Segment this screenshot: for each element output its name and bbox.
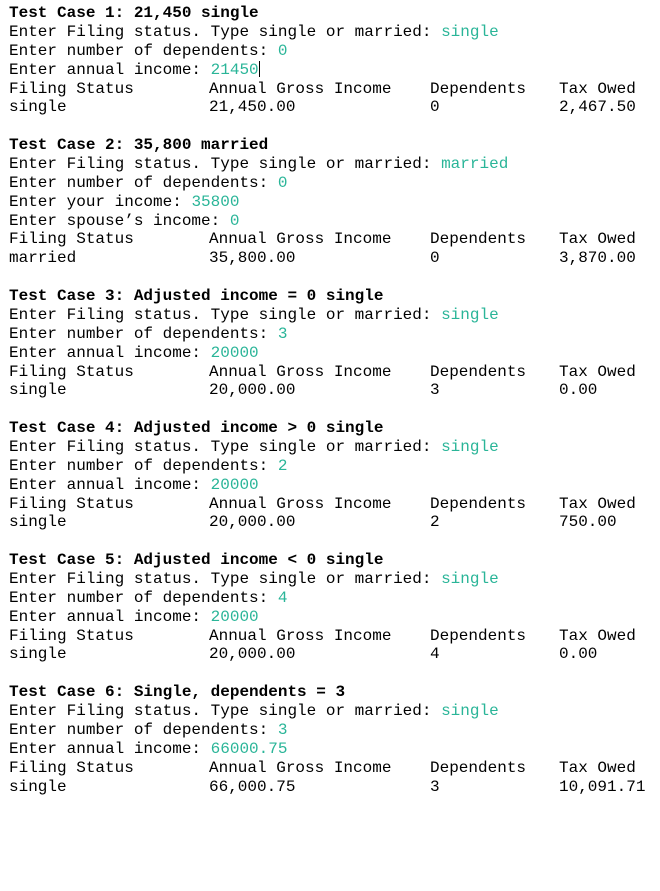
input-value: single xyxy=(441,437,499,456)
header-filing-status: Filing Status xyxy=(9,494,134,513)
result-filing-status: married xyxy=(9,249,77,268)
header-filing-status: Filing Status xyxy=(9,362,134,381)
prompt-label: Enter Filing status. Type single or married: xyxy=(9,22,442,41)
input-value: 0 xyxy=(277,173,288,192)
input-value: 20000 xyxy=(210,343,259,362)
prompt-dependents xyxy=(9,42,654,61)
result-filing-status: single xyxy=(9,777,67,796)
prompt-label: Enter number of dependents: xyxy=(9,456,278,475)
test-case-5 xyxy=(9,551,654,664)
result-dependents: 3 xyxy=(430,381,440,400)
result-gross-income: 35,800.00 xyxy=(209,249,296,268)
prompt-dependents xyxy=(9,721,654,740)
header-tax-owed: Tax Owed xyxy=(559,758,636,777)
test-case-4 xyxy=(9,419,654,532)
prompt-dependents xyxy=(9,325,654,344)
results-header xyxy=(9,363,654,382)
header-gross-income: Annual Gross Income xyxy=(209,362,392,381)
header-dependents: Dependents xyxy=(430,79,527,98)
result-tax-owed: 750.00 xyxy=(559,513,617,532)
prompt-income xyxy=(9,344,654,363)
header-filing-status: Filing Status xyxy=(9,230,134,249)
result-tax-owed: 0.00 xyxy=(559,381,598,400)
result-tax-owed: 2,467.50 xyxy=(559,98,636,117)
results-row xyxy=(9,381,654,400)
header-tax-owed: Tax Owed xyxy=(559,494,636,513)
result-filing-status: single xyxy=(9,98,67,117)
results-row xyxy=(9,645,654,664)
header-gross-income: Annual Gross Income xyxy=(209,758,392,777)
results-row xyxy=(9,513,654,532)
prompt-label: Enter number of dependents: xyxy=(9,720,278,739)
result-gross-income: 21,450.00 xyxy=(209,98,296,117)
input-value: single xyxy=(441,22,499,41)
result-filing-status: single xyxy=(9,513,67,532)
input-value: 21450 xyxy=(210,60,259,79)
prompt-income xyxy=(9,608,654,627)
result-gross-income: 20,000.00 xyxy=(209,381,296,400)
prompt-filing-status xyxy=(9,306,654,325)
input-value: 0 xyxy=(229,211,240,230)
test-case-title: Test Case 5: Adjusted income < 0 single xyxy=(9,551,384,570)
input-value: single xyxy=(441,305,499,324)
header-filing-status: Filing Status xyxy=(9,79,134,98)
results-header xyxy=(9,759,654,778)
prompt-label: Enter number of dependents: xyxy=(9,588,278,607)
header-filing-status: Filing Status xyxy=(9,626,134,645)
console-output xyxy=(9,4,654,815)
prompt-label: Enter number of dependents: xyxy=(9,41,278,60)
result-gross-income: 20,000.00 xyxy=(209,645,296,664)
test-case-title: Test Case 4: Adjusted income > 0 single xyxy=(9,418,384,437)
text-cursor xyxy=(259,61,260,77)
input-value: single xyxy=(441,701,499,720)
result-dependents: 0 xyxy=(430,249,440,268)
results-header xyxy=(9,230,654,249)
prompt-filing-status xyxy=(9,23,654,42)
prompt-label: Enter annual income: xyxy=(9,607,211,626)
input-value: 20000 xyxy=(210,475,259,494)
header-dependents: Dependents xyxy=(430,758,527,777)
results-row xyxy=(9,98,654,117)
results-header xyxy=(9,80,654,99)
input-value: 3 xyxy=(277,720,288,739)
prompt-label: Enter spouse’s income: xyxy=(9,211,230,230)
header-tax-owed: Tax Owed xyxy=(559,230,636,249)
test-case-title: Test Case 1: 21,450 single xyxy=(9,4,259,22)
input-value: married xyxy=(441,154,509,173)
test-case-title: Test Case 6: Single, dependents = 3 xyxy=(9,683,346,702)
input-value: 66000.75 xyxy=(210,739,288,758)
prompt-label: Enter number of dependents: xyxy=(9,324,278,343)
result-dependents: 3 xyxy=(430,777,440,796)
prompt-filing-status xyxy=(9,702,654,721)
header-dependents: Dependents xyxy=(430,494,527,513)
prompt-income xyxy=(9,61,654,80)
prompt-label: Enter Filing status. Type single or married: xyxy=(9,154,442,173)
header-tax-owed: Tax Owed xyxy=(559,79,636,98)
prompt-label: Enter annual income: xyxy=(9,343,211,362)
result-tax-owed: 0.00 xyxy=(559,645,598,664)
result-tax-owed: 3,870.00 xyxy=(559,249,636,268)
input-value: 35800 xyxy=(191,192,240,211)
result-tax-owed: 10,091.71 xyxy=(559,777,646,796)
test-case-1 xyxy=(9,4,654,117)
prompt-label: Enter number of dependents: xyxy=(9,173,278,192)
test-case-3 xyxy=(9,287,654,400)
prompt-label: Enter annual income: xyxy=(9,60,211,79)
header-filing-status: Filing Status xyxy=(9,758,134,777)
prompt-label: Enter annual income: xyxy=(9,475,211,494)
header-dependents: Dependents xyxy=(430,230,527,249)
prompt-filing-status xyxy=(9,438,654,457)
test-case-6 xyxy=(9,683,654,796)
input-value: single xyxy=(441,569,499,588)
prompt-dependents xyxy=(9,457,654,476)
prompt-label: Enter your income: xyxy=(9,192,192,211)
header-gross-income: Annual Gross Income xyxy=(209,626,392,645)
test-case-title: Test Case 3: Adjusted income = 0 single xyxy=(9,286,384,305)
header-dependents: Dependents xyxy=(430,626,527,645)
results-row xyxy=(9,249,654,268)
header-gross-income: Annual Gross Income xyxy=(209,79,392,98)
input-value: 20000 xyxy=(210,607,259,626)
results-header xyxy=(9,495,654,514)
prompt-label: Enter Filing status. Type single or married: xyxy=(9,305,442,324)
test-case-title: Test Case 2: 35,800 married xyxy=(9,136,269,155)
prompt-dependents xyxy=(9,589,654,608)
prompt-income xyxy=(9,740,654,759)
prompt-spouse-income xyxy=(9,212,654,231)
test-case-2 xyxy=(9,136,654,268)
result-dependents: 0 xyxy=(430,98,440,117)
prompt-label: Enter Filing status. Type single or married: xyxy=(9,437,442,456)
header-tax-owed: Tax Owed xyxy=(559,626,636,645)
result-dependents: 4 xyxy=(430,645,440,664)
prompt-filing-status xyxy=(9,570,654,589)
results-header xyxy=(9,627,654,646)
input-value: 0 xyxy=(277,41,288,60)
input-value: 4 xyxy=(277,588,288,607)
prompt-your-income xyxy=(9,193,654,212)
result-filing-status: single xyxy=(9,645,67,664)
prompt-label: Enter Filing status. Type single or married: xyxy=(9,701,442,720)
header-tax-owed: Tax Owed xyxy=(559,362,636,381)
prompt-income xyxy=(9,476,654,495)
prompt-label: Enter annual income: xyxy=(9,739,211,758)
result-dependents: 2 xyxy=(430,513,440,532)
header-gross-income: Annual Gross Income xyxy=(209,494,392,513)
result-gross-income: 20,000.00 xyxy=(209,513,296,532)
result-gross-income: 66,000.75 xyxy=(209,777,296,796)
header-gross-income: Annual Gross Income xyxy=(209,230,392,249)
input-value: 3 xyxy=(277,324,288,343)
result-filing-status: single xyxy=(9,381,67,400)
header-dependents: Dependents xyxy=(430,362,527,381)
prompt-label: Enter Filing status. Type single or married: xyxy=(9,569,442,588)
results-row xyxy=(9,778,654,797)
prompt-filing-status xyxy=(9,155,654,174)
input-value: 2 xyxy=(277,456,288,475)
prompt-dependents xyxy=(9,174,654,193)
